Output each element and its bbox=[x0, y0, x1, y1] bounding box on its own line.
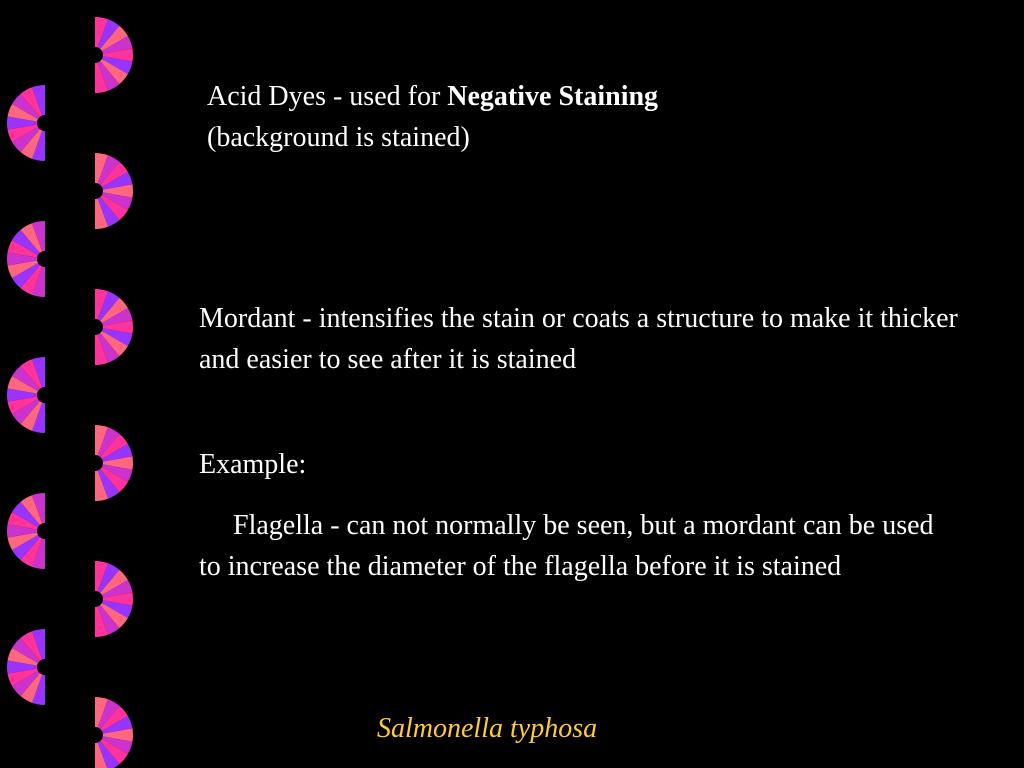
organism-caption: Salmonella typhosa bbox=[377, 713, 598, 744]
fan-shape bbox=[7, 221, 45, 297]
negative-staining-term: Negative Staining bbox=[447, 81, 659, 112]
fan-shape bbox=[7, 493, 45, 569]
acid-dyes-note: (background is stained) bbox=[207, 122, 470, 153]
fan-shape bbox=[95, 289, 133, 365]
fan-shape bbox=[95, 425, 133, 501]
acid-dyes-prefix: Acid Dyes - used for bbox=[207, 81, 448, 112]
pinwheel-border-decoration bbox=[0, 0, 150, 768]
fan-shape bbox=[95, 17, 133, 93]
flagella-example-body: Flagella - can not normally be seen, but a mordant can be used to increase the diameter of the flagella before it is stained bbox=[199, 510, 934, 582]
fan-shape bbox=[7, 629, 45, 705]
fan-shape bbox=[7, 357, 45, 433]
fan-shape bbox=[95, 153, 133, 229]
fan-shape bbox=[95, 561, 133, 637]
acid-dyes-text bbox=[207, 76, 907, 158]
fan-shape bbox=[95, 697, 133, 768]
example-label: Example: bbox=[199, 449, 307, 480]
fan-shape bbox=[7, 85, 45, 161]
mordant-text: Mordant - intensifies the stain or coats a structure to make it thicker and easier to see after it is stained bbox=[199, 303, 958, 375]
flagella-example-text bbox=[199, 505, 959, 587]
